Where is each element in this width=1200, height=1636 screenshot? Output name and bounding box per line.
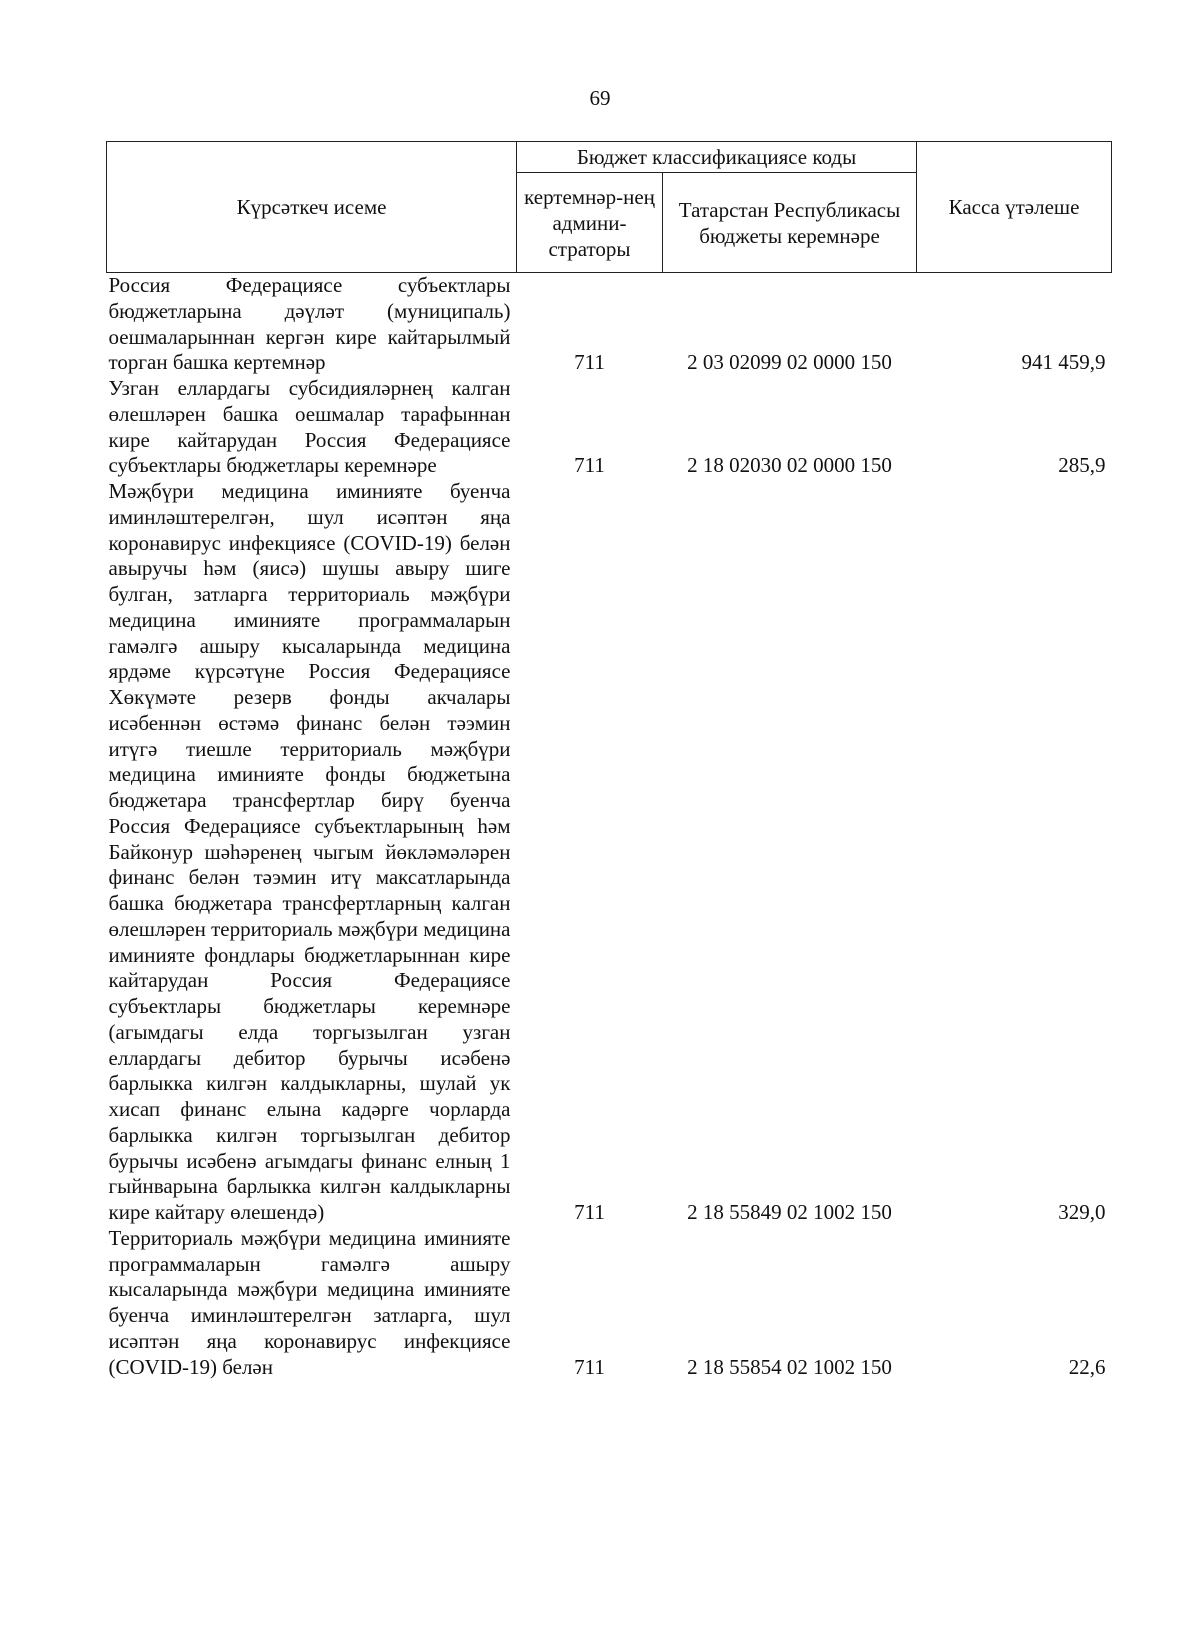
indicator-name: Мәҗбүри медицина иминияте буенча иминләштерелгән, шул исәптән яңа коронавирус инфекциясе (COVID-19) белән авыручы һәм (яисә) шушы авыру шиге булган, затларга территориаль мәҗбүри медицина иминияте программаларын гамәлгә ашыру кысаларында медицина ярдәме күрсәтүне Россия Федерациясе Хөкүмәте резерв фонды акчалары исәбеннән өстәмә финанс белән тәэмин итүгә тиешле территориаль мәҗбүри медицина иминияте фонды бюджетына бюджетара трансфертлар бирү буенча Россия Федерациясе субъектларының һәм Байконур шәһәренең чыгым йөкләмәләрен финанс белән тәэмин итү максатларында башка бюджетара трансфертларның калган өлешләрен территориаль мәҗбүри медицина иминияте фондлары бюджетларыннан кире кайтарудан Россия Федерациясе субъектлары бюджетлары керемнәре (агымдагы елда торгызылган узган еллардагы дебитор бурычы исәбенә барлыкка килгән калдыкларны, шулай ук хисап финанс елына кадәрге чорларда барлыкка килгән торгызылган дебитор бурычы исәбенә агымдагы финанс елның 1 гыйнварына барлыкка килгән калдыкларны кире кайтару өлешендә) <box>108 479 511 1224</box>
table-row <box>107 376 1112 479</box>
header-indicator-name: Күрсәткеч исеме <box>107 142 517 273</box>
budget-code: 2 18 55849 02 1002 150 <box>687 1200 892 1224</box>
header-tatarstan-revenue-code: Татарстан Республикасы бюджеты керемнәре <box>663 173 917 273</box>
cash-execution-amount: 329,0 <box>1058 1200 1106 1224</box>
table-row <box>107 273 1112 377</box>
budget-table <box>106 141 1112 1380</box>
page-number: 69 <box>589 86 611 110</box>
header-classification-code: Бюджет классификациясе коды <box>517 142 917 173</box>
indicator-name: Узган еллардагы субсидияләрнең калган өлешләрен башка оешмалар тарафыннан кире кайтарудан Россия Федерациясе субъектлары бюджетлары керемнәре <box>108 376 511 478</box>
budget-code: 2 18 02030 02 0000 150 <box>687 453 892 478</box>
cash-execution-amount: 285,9 <box>1058 453 1106 478</box>
cash-execution-amount: 941 459,9 <box>1021 350 1106 375</box>
header-revenue-administrator: кертемнәр-нең админи-страторы <box>517 173 663 273</box>
table-row <box>107 1226 1112 1381</box>
indicator-name: Россия Федерациясе субъектлары бюджетларына дәүләт (муниципаль) оешмаларыннан кергән кире кайтарылмый торган башка кертемнәр <box>108 273 511 375</box>
administrator-code: 711 <box>574 350 605 375</box>
budget-code: 2 03 02099 02 0000 150 <box>687 350 892 375</box>
administrator-code: 711 <box>574 1354 605 1379</box>
cash-execution-amount: 22,6 <box>1068 1354 1106 1379</box>
administrator-code: 711 <box>574 1200 605 1224</box>
budget-code: 2 18 55854 02 1002 150 <box>687 1354 892 1379</box>
indicator-name: Территориаль мәҗбүри медицина иминияте программаларын гамәлгә ашыру кысаларында мәҗбүри медицина иминияте буенча иминләштерелгән затларга, шул исәптән яңа коронавирус инфекциясе (COVID-19) белән <box>108 1225 511 1379</box>
table-row <box>107 479 1112 1226</box>
header-cash-execution: Касса үтәлеше <box>917 142 1112 273</box>
administrator-code: 711 <box>574 453 605 478</box>
